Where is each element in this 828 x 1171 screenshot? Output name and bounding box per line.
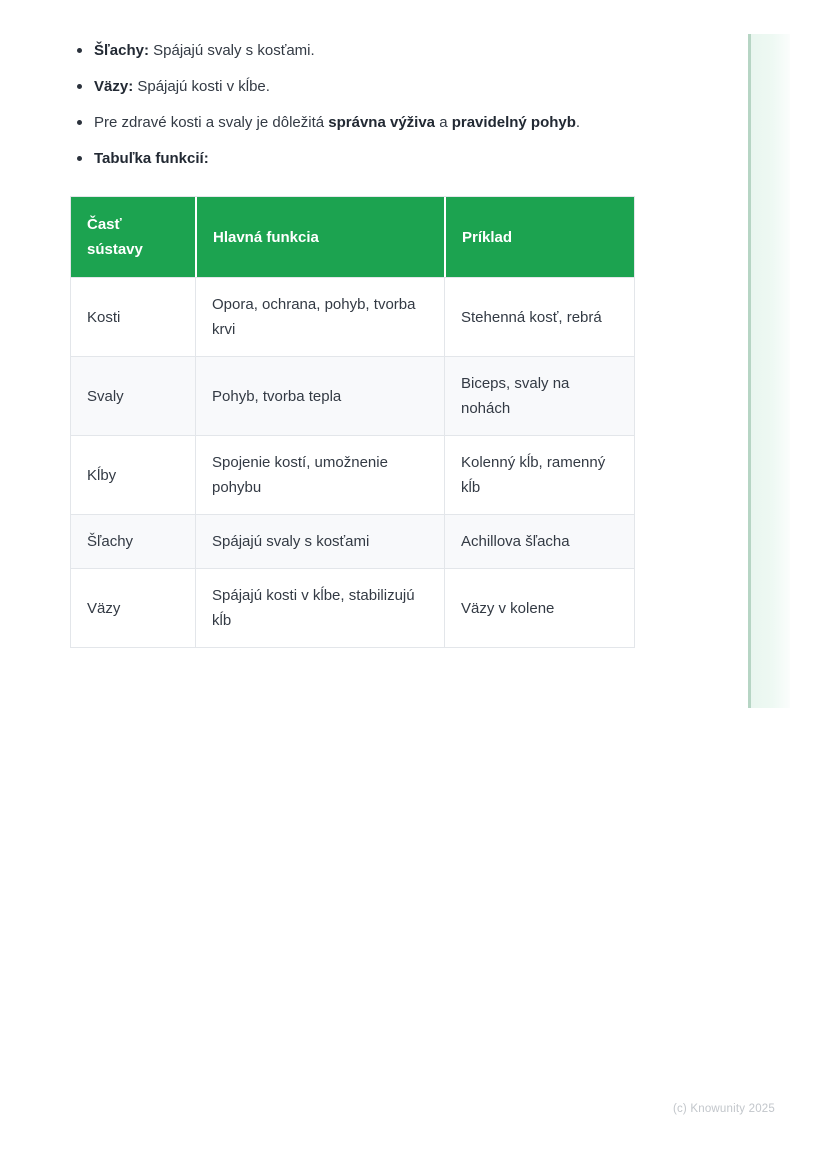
table-cell: Spájajú kosti v kĺbe, stabilizujú kĺb [195, 568, 444, 647]
bullet-item [94, 40, 633, 61]
bullet-text: a [435, 114, 452, 131]
table-cell: Šľachy [71, 514, 195, 568]
table-cell: Biceps, svaly na nohách [444, 356, 634, 435]
bullet-text-bold: pravidelný pohyb [451, 114, 576, 131]
table-cell: Svaly [71, 356, 195, 435]
bullet-text: . [575, 114, 581, 131]
table-row [71, 435, 634, 514]
table-row [71, 568, 634, 647]
document-content [70, 40, 633, 648]
bullet-text-bold: Väzy: [94, 78, 134, 95]
table-cell: Kosti [71, 277, 195, 356]
bullet-text: Spájajú svaly s kosťami. [148, 42, 315, 59]
table-cell: Spojenie kostí, umožnenie pohybu [195, 435, 444, 514]
bullet-text-bold: Tabuľka funkcií: [94, 150, 209, 167]
table-row [71, 277, 634, 356]
bullet-text-bold: správna výživa [328, 114, 436, 131]
table-cell: Väzy [71, 568, 195, 647]
table-row [71, 514, 634, 568]
table-cell: Opora, ochrana, pohyb, tvorba krvi [195, 277, 444, 356]
copyright-text: (c) Knowunity 2025 [672, 1103, 775, 1115]
table-cell: Pohyb, tvorba tepla [195, 356, 444, 435]
bullet-text: Pre zdravé kosti a svaly je dôležitá [94, 114, 329, 131]
functions-table-head [71, 197, 634, 277]
table-cell: Kolenný kĺb, ramenný kĺb [444, 435, 634, 514]
table-cell: Spájajú svaly s kosťami [195, 514, 444, 568]
bullet-text-bold: Šľachy: [94, 42, 149, 59]
table-row [71, 356, 634, 435]
table-cell: Achillova šľacha [444, 514, 634, 568]
bullet-item [94, 148, 633, 169]
table-cell: Kĺby [71, 435, 195, 514]
bullet-item [94, 76, 633, 97]
table-cell: Stehenná kosť, rebrá [444, 277, 634, 356]
functions-table-body [71, 277, 634, 647]
header-cell: Príklad [444, 197, 634, 277]
page-edge-accent-bar [748, 34, 790, 708]
bullet-list [70, 40, 633, 169]
table-cell: Väzy v kolene [444, 568, 634, 647]
header-row [71, 197, 634, 277]
header-cell: Hlavná funkcia [195, 197, 444, 277]
header-cell: Časť sústavy [71, 197, 195, 277]
bullet-item [94, 112, 633, 133]
bullet-text: Spájajú kosti v kĺbe. [133, 78, 270, 95]
functions-table [70, 196, 635, 648]
